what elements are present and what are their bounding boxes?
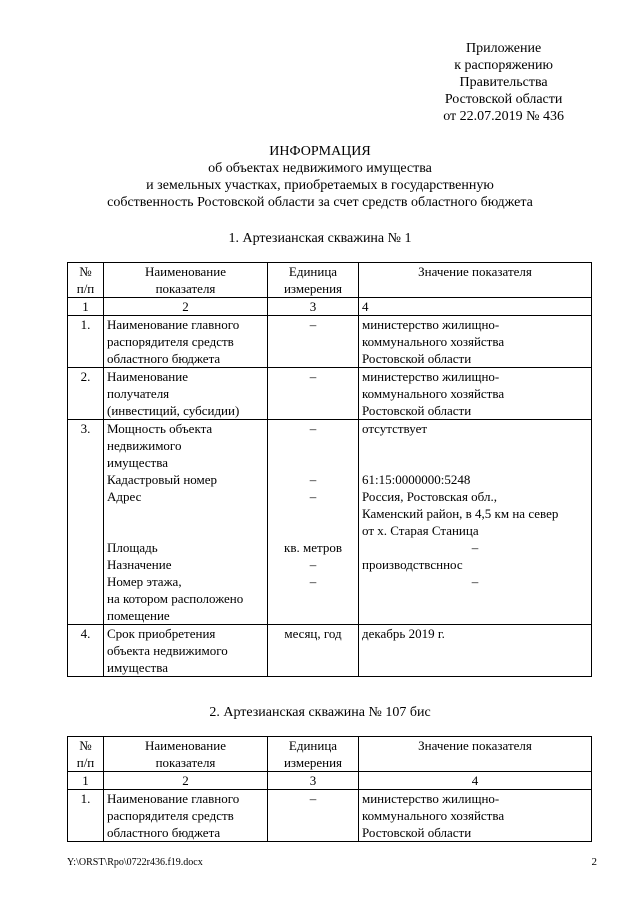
appendix-line: Правительства [459,75,548,90]
cell-line: п/п [76,755,95,770]
index-cell: 4 [359,298,592,316]
cell-line: коммунального хозяйства [362,334,505,349]
header-name [104,737,268,772]
cell-line: – [309,489,317,504]
cell-line: № [79,738,92,753]
table-row [68,316,592,368]
cell-line [271,437,355,454]
cell-line: имущества [107,455,168,470]
appendix-line: к распоряжению [454,58,553,73]
cell-line: распорядителя средств [107,334,234,349]
cell-line: министерство жилищно- [362,791,500,806]
cell-line: Кадастровый номер [107,472,218,487]
cell-line: от х. Старая Станица [362,523,479,538]
appendix-line: Приложение [466,41,542,56]
cell-line: отсутствует [362,421,428,436]
index-cell: 1 [68,772,104,790]
cell-line [271,522,355,539]
header-num [68,263,104,298]
row-name [104,368,268,420]
cell-line: Адрес [107,489,142,504]
row-value [359,316,592,368]
row-value [359,625,592,677]
cell-line [271,607,355,624]
cell-line: областного бюджета [107,351,221,366]
table-row [68,625,592,677]
cell-line: (инвестиций, субсидии) [107,403,240,418]
cell-line [362,590,588,607]
row-name [104,316,268,368]
cell-line: Мощность объекта [107,421,213,436]
cell-line [271,590,355,607]
cell-line: получателя [107,386,170,401]
appendix-line: Ростовской области [444,92,563,107]
row-value [359,368,592,420]
cell-line: – [309,574,317,589]
title-main: ИНФОРМАЦИЯ [269,144,371,159]
cell-line: показателя [155,281,216,296]
header-unit [268,263,359,298]
row-number: 1. [68,316,104,368]
cell-line: измерения [283,281,343,296]
cell-line: Ростовской области [362,351,472,366]
table-header-row [68,263,592,298]
cell-line: Назначение [107,557,172,572]
title-line: собственность Ростовской области за счет средств областного бюджета [107,195,533,210]
cell-line: Россия, Ростовская обл., [362,489,497,504]
cell-line: – [309,317,317,332]
table-index-row [68,298,592,316]
row-unit [268,790,359,842]
cell-line: Наименование главного [107,317,240,332]
cell-line: производствсннос [362,557,463,572]
cell-line [107,522,264,539]
cell-line: измерения [283,755,343,770]
cell-line: – [309,557,317,572]
header-num [68,737,104,772]
header-unit [268,737,359,772]
cell-line: областного бюджета [107,825,221,840]
cell-line [362,437,588,454]
section1-table [67,262,592,677]
cell-line: 61:15:0000000:5248 [362,472,471,487]
row-unit [268,420,359,625]
cell-line: показателя [155,755,216,770]
table-row [68,368,592,420]
cell-line: № [79,264,92,279]
section2-table [67,736,592,842]
cell-line: Наименование [145,738,226,753]
cell-line [107,505,264,522]
row-name [104,420,268,625]
cell-line: Ростовской области [362,403,472,418]
section2-title: 2. Артезианская скважина № 107 бис [209,705,431,720]
index-cell: 3 [268,298,359,316]
index-cell: 1 [68,298,104,316]
cell-line: Ростовской области [362,825,472,840]
cell-line: помещение [107,608,170,623]
table-index-row [68,772,592,790]
cell-line: Наименование [107,369,188,384]
index-cell: 3 [268,772,359,790]
cell-line: кв. метров [284,540,342,555]
appendix-block [443,40,564,125]
index-cell: 2 [104,298,268,316]
cell-line: – [471,540,479,555]
row-value [359,790,592,842]
header-name [104,263,268,298]
footer-page-number: 2 [591,856,597,868]
cell-line: министерство жилищно- [362,369,500,384]
cell-line: Единица [288,264,338,279]
cell-line: – [471,574,479,589]
cell-line: – [309,472,317,487]
row-number: 4. [68,625,104,677]
document-title [0,143,640,211]
cell-line: недвижимого [107,438,182,453]
table-header-row [68,737,592,772]
cell-line [362,607,588,624]
row-number: 3. [68,420,104,625]
cell-line: Каменский район, в 4,5 км на север [362,506,559,521]
cell-line: коммунального хозяйства [362,386,505,401]
cell-line: министерство жилищно- [362,317,500,332]
cell-line [271,505,355,522]
cell-line: Площадь [107,540,158,555]
cell-line: декабрь 2019 г. [362,626,445,641]
row-name [104,790,268,842]
section1-title: 1. Артезианская скважина № 1 [228,231,412,246]
row-name [104,625,268,677]
table-row [68,420,592,625]
title-line: и земельных участках, приобретаемых в государственную [146,178,494,193]
index-cell: 4 [359,772,592,790]
cell-line: Единица [288,738,338,753]
cell-line: месяц, год [284,626,342,641]
cell-line: распорядителя средств [107,808,234,823]
header-value: Значение показателя [359,263,592,298]
row-number: 2. [68,368,104,420]
cell-line: коммунального хозяйства [362,808,505,823]
footer-file-path: Y:\ORST\Rpo\0722r436.f19.docx [67,857,203,868]
header-value: Значение показателя [359,737,592,772]
appendix-line: от 22.07.2019 № 436 [443,109,564,124]
cell-line [271,454,355,471]
cell-line: – [309,421,317,436]
table-row [68,790,592,842]
cell-line: – [309,369,317,384]
cell-line: Номер этажа, [107,574,182,589]
cell-line [362,454,588,471]
index-cell: 2 [104,772,268,790]
row-unit [268,368,359,420]
title-line: об объектах недвижимого имущества [208,161,432,176]
cell-line: Наименование главного [107,791,240,806]
cell-line: имущества [107,660,168,675]
cell-line: Наименование [145,264,226,279]
cell-line: – [309,791,317,806]
row-value [359,420,592,625]
row-number: 1. [68,790,104,842]
row-unit [268,316,359,368]
cell-line: на котором расположено [107,591,244,606]
cell-line: Срок приобретения [107,626,216,641]
cell-line: объекта недвижимого [107,643,228,658]
row-unit [268,625,359,677]
cell-line: п/п [76,281,95,296]
